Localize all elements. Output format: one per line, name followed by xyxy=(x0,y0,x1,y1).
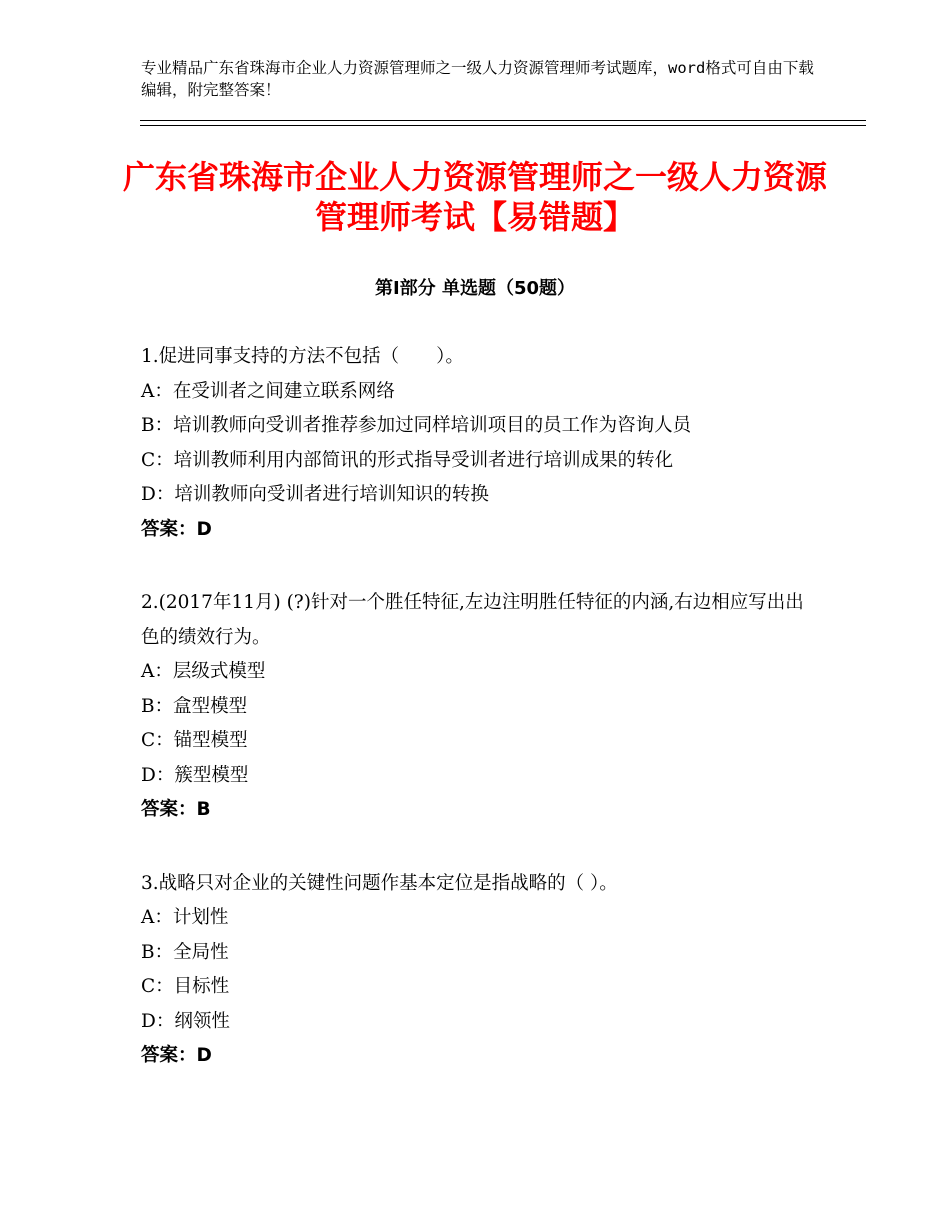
answer-line: 答案：D xyxy=(141,518,212,540)
question-3 xyxy=(141,867,811,1074)
header-double-rule xyxy=(140,120,866,126)
question-1 xyxy=(141,340,811,547)
question-list xyxy=(141,340,811,1113)
option-d: D：培训教师向受训者进行培训知识的转换 xyxy=(141,484,489,505)
option-b: B：培训教师向受训者推荐参加过同样培训项目的员工作为咨询人员 xyxy=(141,415,692,436)
document-title: 广东省珠海市企业人力资源管理师之一级人力资源管理师考试【易错题】 xyxy=(122,158,827,236)
option-c: C：锚型模型 xyxy=(141,730,248,751)
option-a: A：计划性 xyxy=(141,907,229,928)
question-stem: 2.(2017年11月) (?)针对一个胜任特征,左边注明胜任特征的内涵,右边相应写出出色的绩效行为。 xyxy=(141,592,804,648)
option-c: C：目标性 xyxy=(141,976,230,997)
section-heading: 第Ⅰ部分 单选题（50题） xyxy=(374,278,575,299)
header-note: 专业精品广东省珠海市企业人力资源管理师之一级人力资源管理师考试题库，word格式可自由下载编辑，附完整答案！ xyxy=(141,59,814,99)
option-a: A：层级式模型 xyxy=(141,661,266,682)
option-a: A：在受训者之间建立联系网络 xyxy=(141,380,395,402)
option-d: D：簇型模型 xyxy=(141,764,249,786)
answer-line: 答案：B xyxy=(141,799,211,820)
question-stem: 1.促进同事支持的方法不包括（ ）。 xyxy=(141,346,464,367)
question-2 xyxy=(141,586,811,828)
option-b: B：全局性 xyxy=(141,941,229,963)
question-stem: 3.战略只对企业的关键性问题作基本定位是指战略的（ ）。 xyxy=(141,872,618,894)
option-c: C：培训教师利用内部简讯的形式指导受训者进行培训成果的转化 xyxy=(141,449,674,471)
option-b: B：盒型模型 xyxy=(141,695,248,717)
answer-line: 答案：D xyxy=(141,1045,212,1066)
option-d: D：纲领性 xyxy=(141,1010,230,1032)
